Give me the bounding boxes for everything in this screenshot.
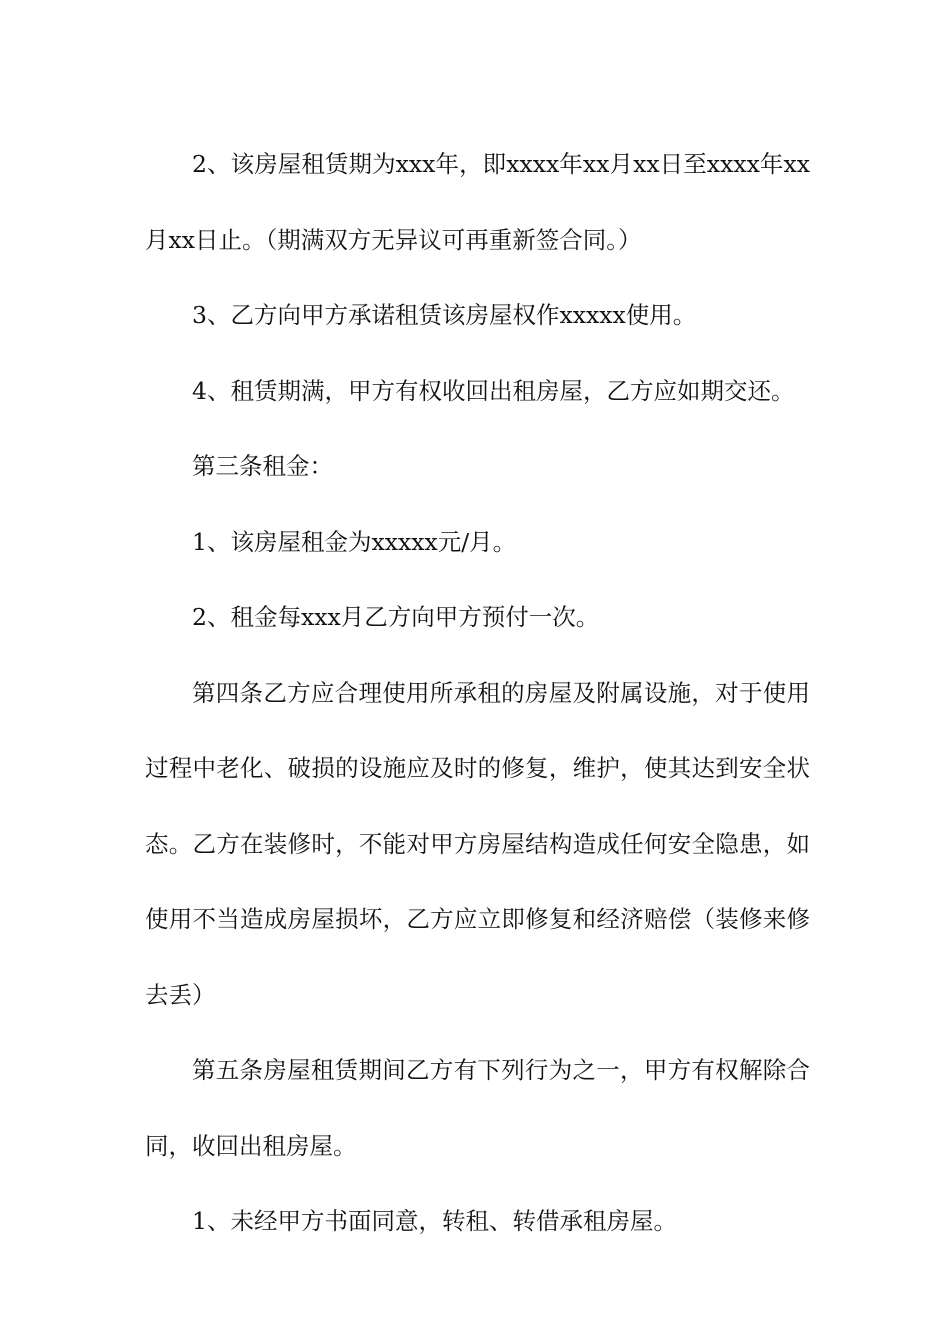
paragraph-sublet-clause: 1、未经甲方书面同意，转租、转借承租房屋。 <box>192 1207 677 1235</box>
paragraph-lease-expiry: 4、租赁期满，甲方有权收回出租房屋，乙方应如期交还。 <box>192 376 795 405</box>
paragraph-rent-amount: 1、该房屋租金为xxxxx元/月。 <box>192 527 517 556</box>
paragraph-lease-term: 2、该房屋租赁期为xxx年，即xxxx年xx月xx日至xxxx年xx月xx日止。（期满双方无异议可再重新签合同。） <box>145 150 810 254</box>
article-three-heading: 第三条租金： <box>192 452 333 480</box>
article-five-paragraph: 第五条房屋租赁期间乙方有下列行为之一，甲方有权解除合同，收回出租房屋。 <box>145 1056 810 1160</box>
document-body <box>145 127 810 1260</box>
article-four-paragraph: 第四条乙方应合理使用所承租的房屋及附属设施，对于使用过程中老化、破损的设施应及时的修复，维护，使其达到安全状态。乙方在装修时，不能对甲方房屋结构造成任何安全隐患，如使用不当造成房屋损坏，乙方应立即修复和经济赔偿（装修来修去丢） <box>145 678 810 1009</box>
paragraph-rent-prepayment: 2、租金每xxx月乙方向甲方预付一次。 <box>192 603 600 631</box>
paragraph-usage-commitment: 3、乙方向甲方承诺租赁该房屋权作xxxxx使用。 <box>192 301 697 329</box>
